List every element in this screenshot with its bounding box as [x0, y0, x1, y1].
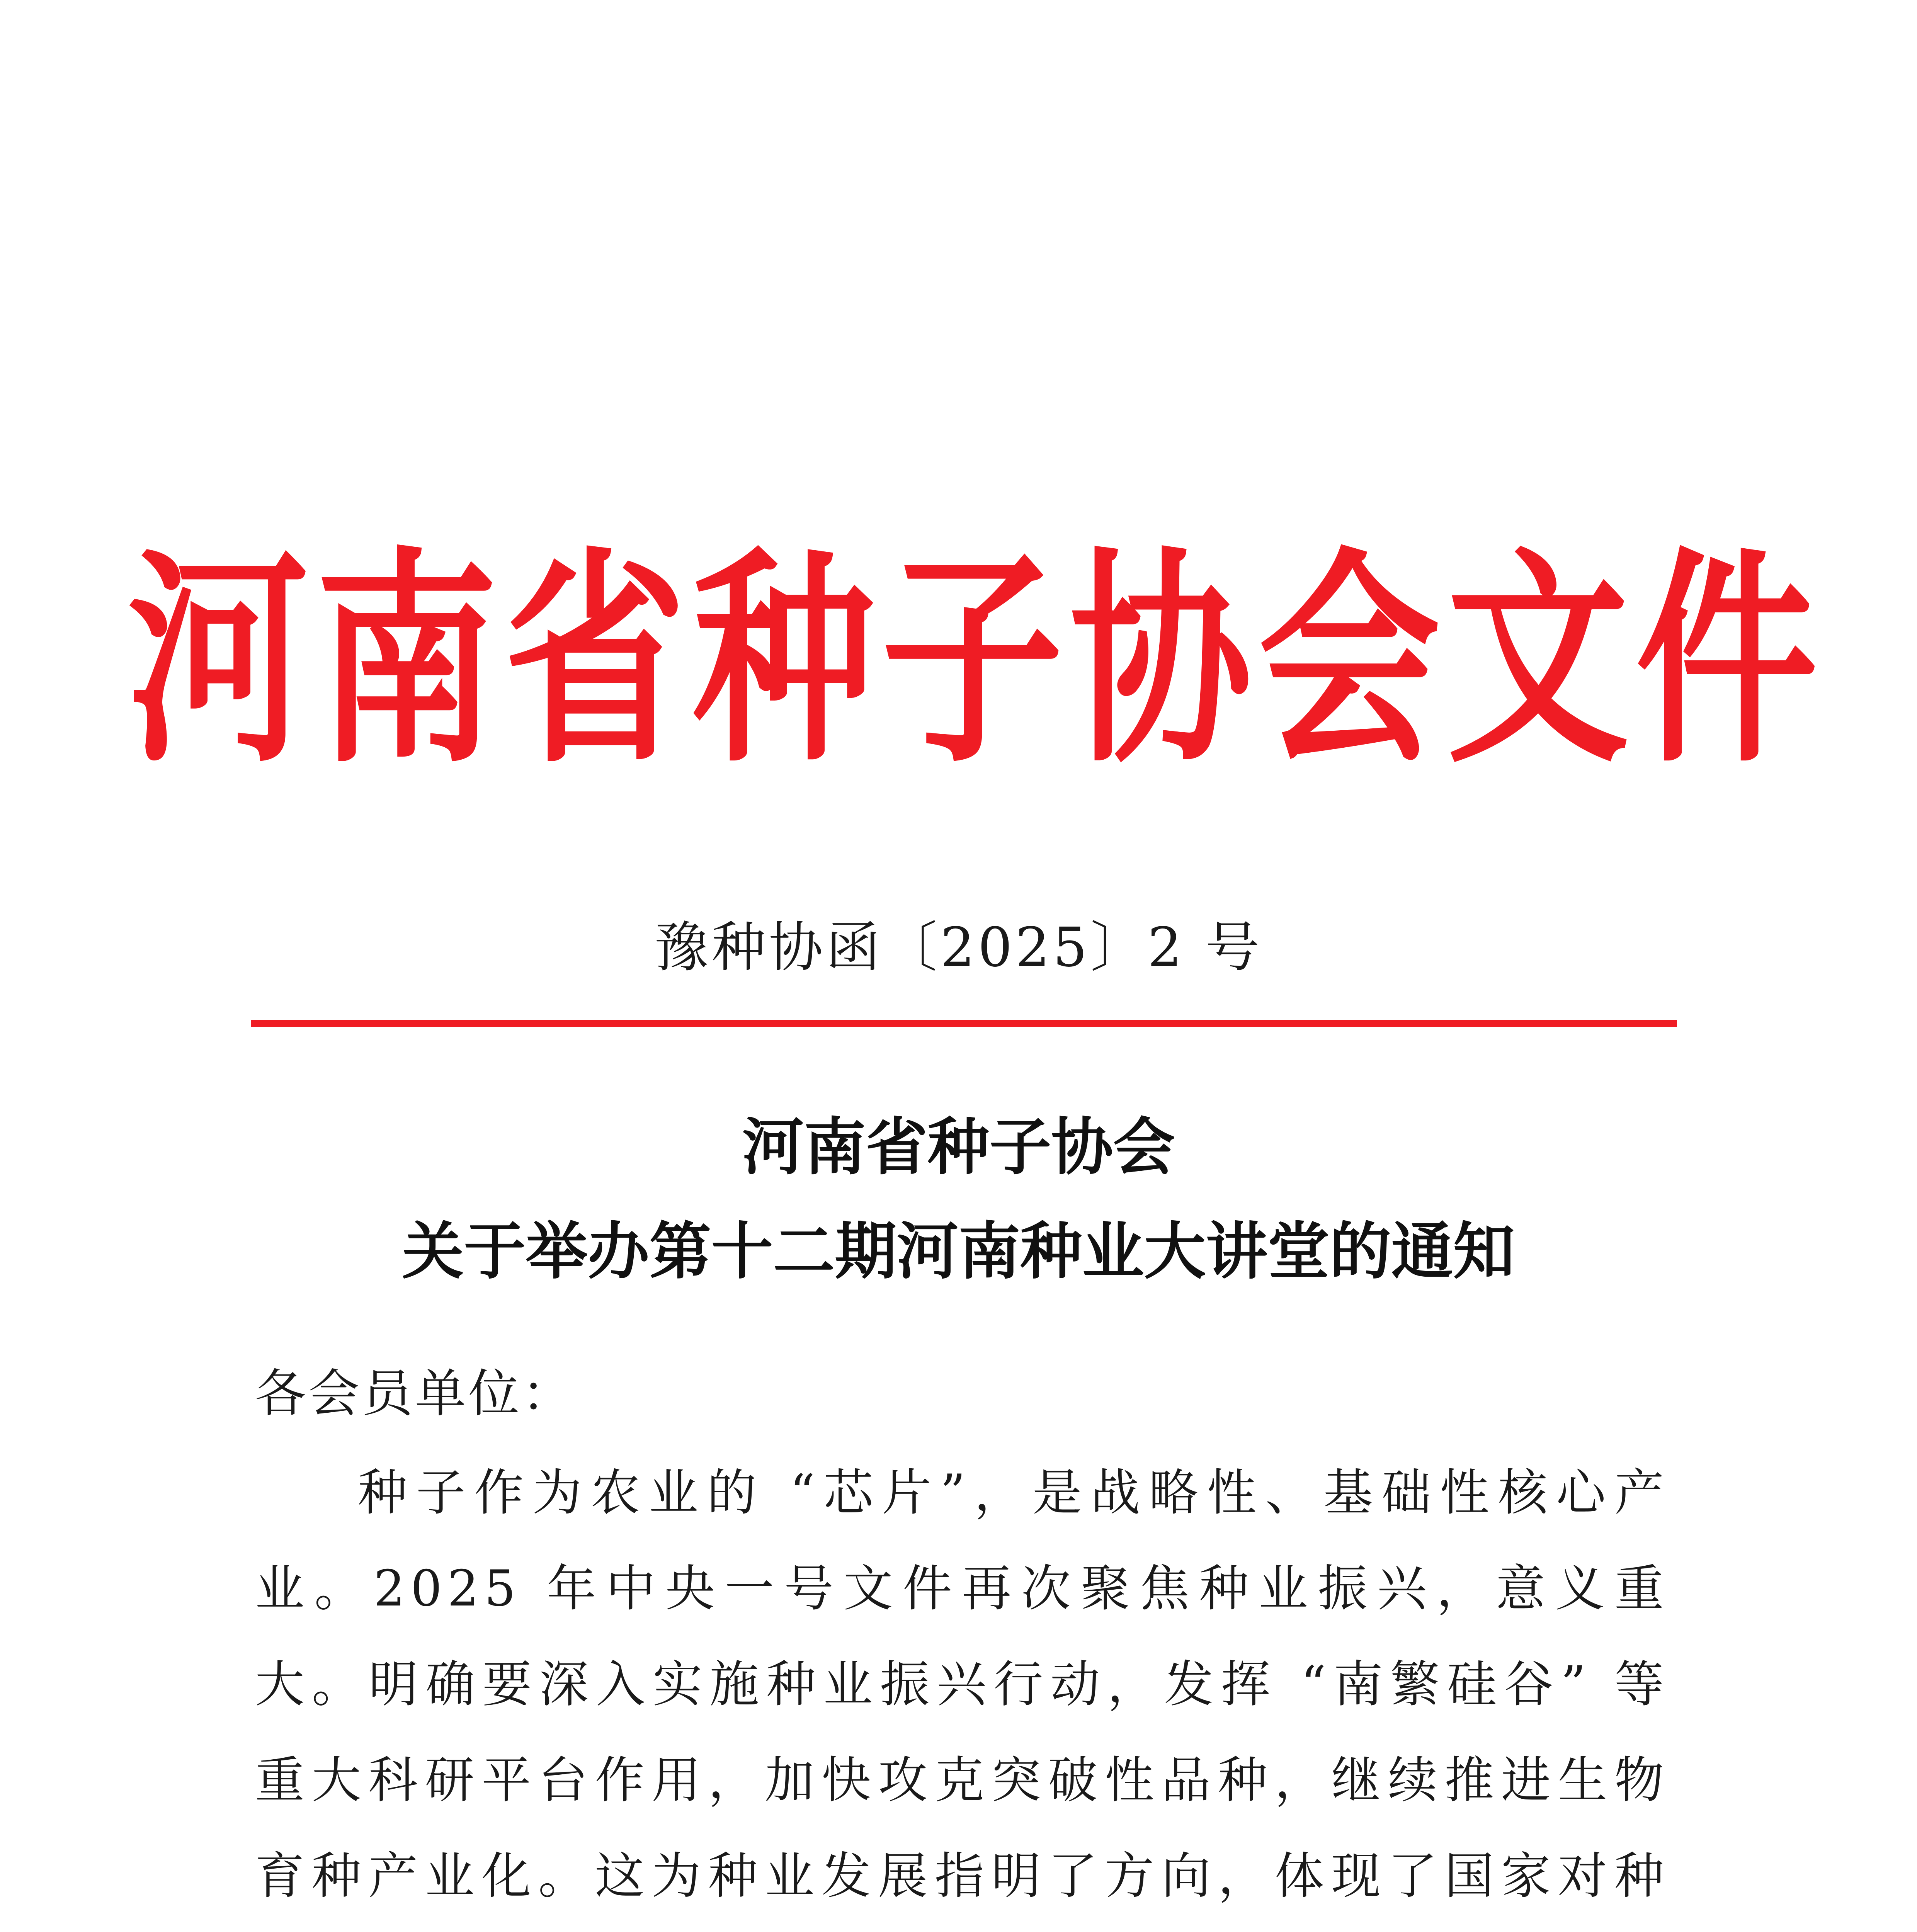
salutation: 各会员单位： [255, 1364, 575, 1423]
body-paragraph: 种子作为农业的 “芯片”，是战略性、基础性核心产业。2025 年中央一号文件再次聚焦种业振兴，意义重大。明确要深入实施种业振兴行动，发挥 “南繁硅谷” 等重大科研平台作用，加快攻克突破性品种，继续推进生物育种产业化。这为种业发展指明了方向，体现了国家对种 [255, 1464, 1669, 1905]
notice-title-line-1: 河南省种子协会 [742, 1111, 1175, 1183]
letterhead-title: 河南省种子协会文件 [127, 526, 1824, 793]
notice-title-line-2: 关于举办第十二期河南种业大讲堂的通知 [402, 1215, 1515, 1287]
document-number: 豫种协函〔2025〕2 号 [654, 916, 1263, 979]
red-divider-line [251, 1020, 1677, 1027]
